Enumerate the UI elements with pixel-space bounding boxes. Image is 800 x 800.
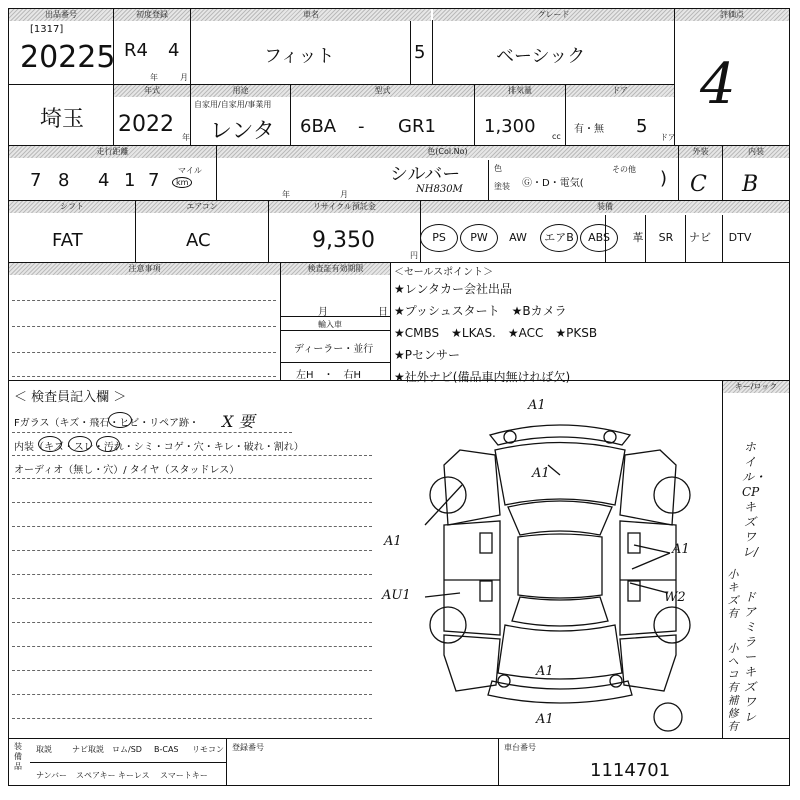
turbo: 有・無 [574,124,604,135]
mileage-digit-1: 7 [30,170,42,191]
spare-tire [654,703,682,731]
color-type-label: 塗装 [494,182,510,191]
keys-header: キー/ロック [723,381,789,393]
damage-mark-front-bumper: A1 [528,398,546,413]
footer-item: スマートキー [160,771,208,780]
damage-mark-right-door: A1 [672,542,690,557]
model-year: 2022 [118,112,174,137]
year-unit: 年 [150,73,158,82]
left-front-fender [444,450,500,525]
shift: FAT [52,230,83,251]
model-year-unit: 年 [182,133,190,142]
equipment-0: PS [420,224,458,252]
footer-reg-label: 登録番号 [232,743,264,752]
color-other-label: その他 [612,165,636,174]
color-month-unit: 月 [340,190,348,199]
right-note-5: 補修有 [727,694,739,733]
displacement: 1,300 [484,116,536,137]
model-code: GR1 [398,116,436,137]
damage-mark-hood: A1 [532,466,550,481]
displacement-header: 排気量 [475,85,565,97]
trunk-shape [498,625,622,679]
lot-header: 出品番号 [9,9,113,21]
rear-window-shape [512,597,608,626]
fglass-mark: X 要 [222,412,255,431]
model-year-header: 年式 [114,85,190,97]
model-dash: - [358,116,365,137]
right-mirror [628,533,640,553]
sales-points [394,278,597,388]
color-header: 色(Col.No) [217,146,678,158]
import-type: ディーラー・並行 [294,344,374,355]
interior-header: 内装 [723,146,789,158]
footer-item: 取説 [36,745,52,754]
left-mirror [480,533,492,553]
recycle-header: リサイクル預託金 [269,201,420,213]
usage-header: 用途 [191,85,290,97]
model-prefix: 6BA [300,116,337,137]
hood-shape [495,443,625,506]
grade-header: グレード [433,9,674,21]
mileage-digit-2: 8 [58,170,70,191]
inspector-line-fglass: Fガラス（キズ・飛石・ヒビ・リペア跡・ [14,418,200,429]
right-front-fender [620,450,676,525]
color-close: ) [660,168,668,189]
lot-number: 20225 [20,40,116,75]
equipment-6: SR [658,231,674,244]
inspection-day-label: 日 [378,307,388,318]
recycle-unit: 円 [410,251,418,260]
car-damage-diagram [400,395,720,735]
footer-item: スペアキー [76,771,116,780]
score-header: 評価点 [675,9,789,21]
equipment-4: ABS [580,224,618,252]
chassis-number: 1114701 [590,760,671,781]
lot-prefix: [1317] [30,24,64,35]
damage-mark-left-fender: A1 [384,534,402,549]
sales-point: ★プッシュスタート ★Bカメラ [394,304,567,318]
footer-item: キーレス [118,771,150,780]
color-year-unit: 年 [282,190,290,199]
region: 埼玉 [40,107,85,132]
mileage-unit-top: マイル [178,166,202,175]
doors-unit: ドア [660,133,676,142]
equipment-row [420,224,790,254]
equipment-header: 装備 [421,201,789,213]
inspector-line-interior: 内装（キズ・スレ・汚れ・シミ・コゲ・穴・キレ・破れ・割れ） [14,442,304,453]
first-reg-month: 4 [168,40,180,61]
car-name: フィット [264,46,335,67]
inspection-month-label: 月 [318,307,328,318]
mileage-digit-3: 4 [98,170,110,191]
car-name-header: 車名 [191,9,431,21]
doors-header: ドア [566,85,674,97]
footer-chassis-label: 車台番号 [504,743,536,752]
equipment-1: PW [460,224,498,252]
roof-shape [518,534,602,598]
equipment-2: AW [509,231,527,244]
windshield-shape [508,501,612,535]
usage-sub: 自家用/自家用/事業用 [194,100,272,109]
sales-point: ★Pセンサー [394,348,460,362]
first-reg-era: R4 [124,40,148,61]
equipment-8: DTV [728,231,752,244]
damage-mark-rear-bumper: A1 [536,712,554,727]
aircon-header: エアコン [136,201,268,213]
exterior-header: 外装 [679,146,722,158]
exterior-grade: C [690,172,707,197]
mileage-digit-4: 1 [124,170,136,191]
right-note-2: ドアミラーキズワレ [743,590,756,724]
footer-side-label: 装備品 [14,742,22,771]
wheel-front-left [430,477,466,513]
right-note-3: 小キズ有 [727,568,739,620]
sales-point: ★レンタカー会社出品 [394,282,512,296]
handle: 左H ・ 右H [296,370,362,381]
color-label: 色 [494,164,502,173]
mileage-header: 走行距離 [9,146,216,158]
score: 4 [700,52,736,117]
right-note-1: ホイル・CPキズワレ/ [742,440,767,559]
notes-header: 注意事項 [9,263,280,275]
month-unit: 月 [180,73,188,82]
footer-item: ナンバー [36,771,68,780]
mileage-digit-5: 7 [148,170,160,191]
model-header: 型式 [291,85,474,97]
wheel-rear-right [654,607,690,643]
wheel-front-right [654,477,690,513]
sales-points-header: ＜セールスポイント＞ [394,267,494,278]
equipment-5: 革 [632,231,644,244]
inspection-header: 検査証有効期限 [281,263,390,275]
damage-mark-right-rear: W2 [664,590,686,605]
footer-item: ナビ取説 [72,745,104,754]
color-name: シルバー [390,164,461,185]
aircon: AC [186,230,211,251]
footer-item: ロム/SD [112,745,142,754]
grade: ベーシック [496,46,586,67]
shift-header: シフト [9,201,135,213]
first-reg-header: 初度登録 [114,9,190,21]
mileage-unit: km [172,177,192,188]
damage-mark-left-door: AU1 [382,588,411,603]
import-label: 輸入車 [318,320,342,329]
equipment-3: エアB [540,224,578,252]
door-count: 5 [414,42,426,63]
wheel-rear-left [430,607,466,643]
usage: レンタ [210,119,275,144]
recycle: 9,350 [312,228,375,253]
color-types: Ⓖ・D・電気( [522,178,584,189]
damage-mark-trunk: A1 [536,664,554,679]
inspector-line-audio: オーディオ（無し・穴）/ タイヤ（スタッドレス） [14,465,240,476]
sales-point: ★CMBS ★LKAS. ★ACC ★PKSB [394,326,598,340]
equipment-7: ナビ [689,231,711,244]
right-note-4: 小ヘコ有 [727,642,739,694]
displacement-unit: cc [552,132,561,141]
inspector-title: ＜ 検査員記入欄 ＞ [14,390,127,405]
sales-point: ★社外ナビ(備品車内無ければ欠) [394,370,571,384]
footer-item: リモコン [192,745,224,754]
doors: 5 [636,116,648,137]
color-code: NH830M [416,184,463,195]
footer-item: B-CAS [154,745,179,754]
interior-grade: B [742,172,759,197]
